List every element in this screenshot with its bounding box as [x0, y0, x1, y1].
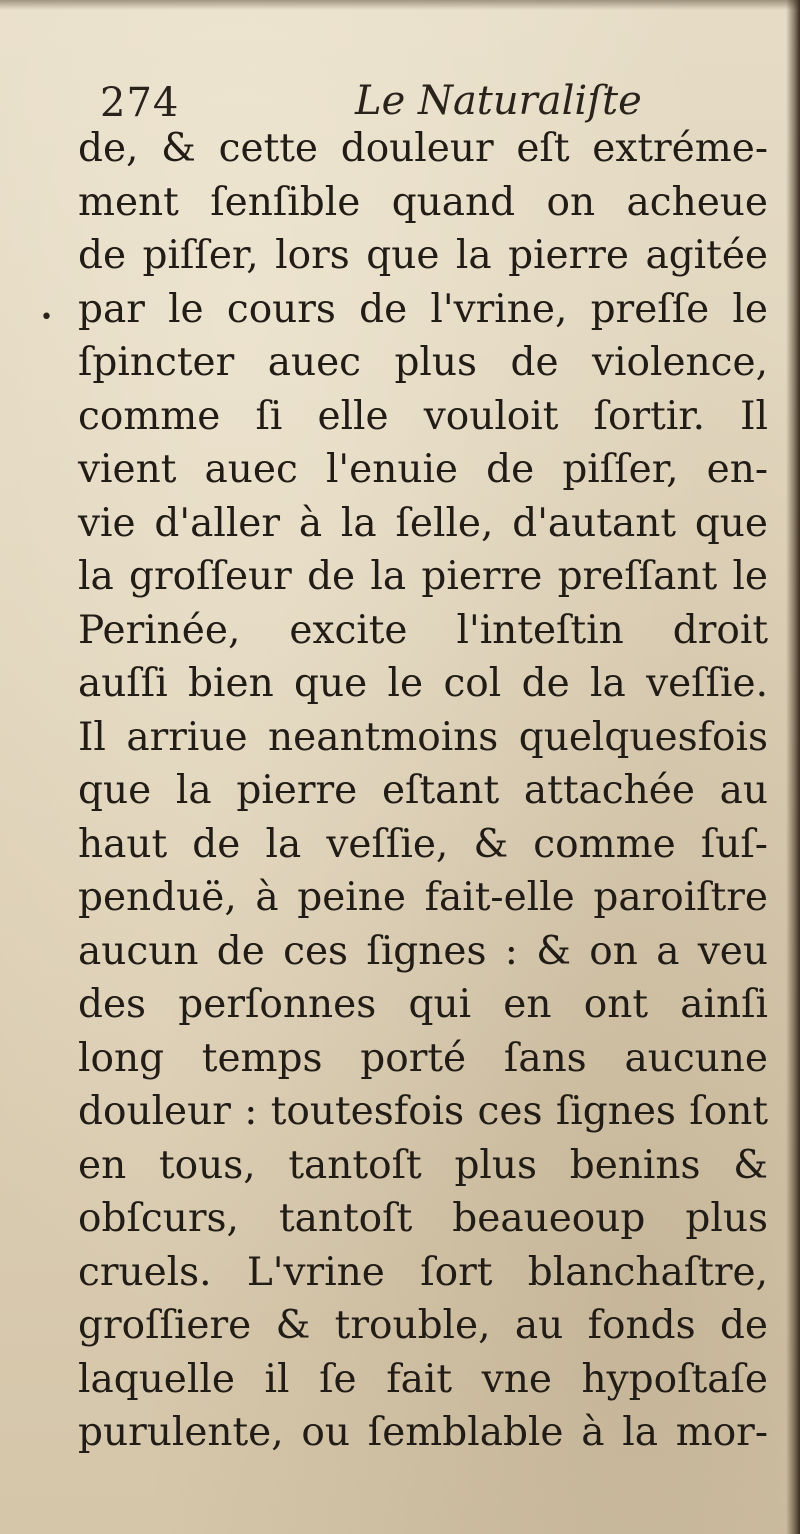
text-line: vient auec l'enuie de piſſer, en-: [78, 447, 768, 492]
text-line: long temps porté ſans aucune: [78, 1035, 768, 1081]
text-line: obſcurs, tantoſt beaueoup plus: [78, 1196, 768, 1241]
text-line: ſpincter auec plus de violence,: [78, 340, 768, 385]
text-line: penduë, à peine fait-elle paroiſtre: [78, 875, 768, 920]
text-line: la groſſeur de la pierre preſſant le: [78, 554, 768, 599]
text-line: en tous, tantoſt plus benins &: [78, 1142, 768, 1188]
text-line: vie d'aller à la ſelle, d'autant que: [78, 500, 768, 546]
margin-bullet: •: [40, 305, 53, 330]
running-title: Le Naturaliſte: [355, 78, 642, 124]
text-line: par le cours de l'vrine, preſſe le: [78, 286, 768, 332]
text-line: aucun de ces ſignes : & on a veu: [78, 928, 768, 974]
text-line: ment ſenſible quand on acheue: [78, 179, 768, 225]
page-binding-edge: [786, 0, 800, 1534]
text-line: douleur : toutesfois ces ſignes ſont: [78, 1089, 768, 1134]
text-line: comme ſi elle vouloit ſortir. Il: [78, 393, 768, 439]
body-text: [78, 122, 768, 1460]
text-line: laquelle il ſe fait vne hypoſtaſe: [78, 1356, 768, 1402]
text-line: de piſſer, lors que la pierre agitée: [78, 233, 768, 278]
page-number: 274: [100, 80, 180, 126]
page-top-shadow: [0, 0, 800, 10]
text-line: haut de la veſſie, & comme ſuſ-: [78, 821, 768, 867]
text-line: Il arriue neantmoins quelquesfois: [78, 714, 768, 760]
text-line: purulente, ou ſemblable à la mor-: [78, 1410, 768, 1455]
text-line: de, & cette douleur eſt extréme-: [78, 126, 768, 171]
text-line: cruels. L'vrine ſort blanchaſtre,: [78, 1249, 768, 1295]
text-line: groſſiere & trouble, au fonds de: [78, 1303, 768, 1348]
text-line: auſſi bien que le col de la veſſie.: [78, 661, 768, 706]
text-line: des perſonnes qui en ont ainſi: [78, 982, 768, 1027]
text-line: que la pierre eſtant attachée au: [78, 768, 768, 813]
text-line: Perinée, excite l'inteſtin droit: [78, 607, 768, 653]
